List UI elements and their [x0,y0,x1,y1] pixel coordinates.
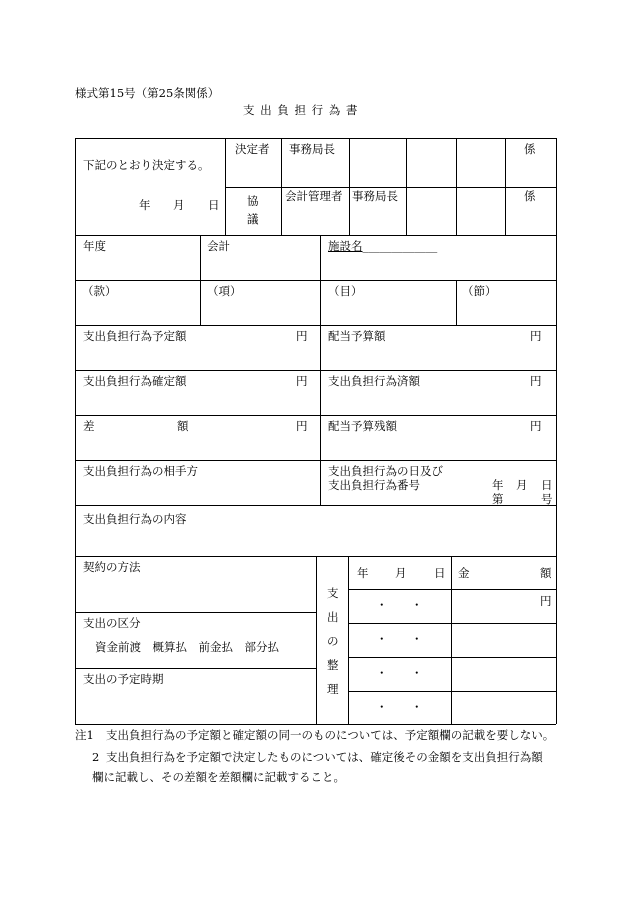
consult-accounting-manager: 会計管理者 [285,189,343,203]
decider-label: 決定者 [235,142,270,156]
committed-amount-yen: 円 [530,374,542,388]
facility-name-label: 施設名_____________ [328,239,438,253]
side-label-4: 整 [327,658,339,672]
form-number: 様式第15号（第25条関係） [75,86,220,100]
commit-date-month: 月 [516,478,528,492]
consult-staff: 係 [524,189,536,203]
commit-date-year: 年 [492,478,504,492]
side-label-2: 出 [327,610,339,624]
planned-amount-label: 支出負担行為予定額 [83,329,187,343]
commit-number-suffix: 号 [541,492,553,506]
allocated-budget-label: 配当予算額 [328,329,386,343]
consult-label-1: 協 [247,194,259,208]
commit-date-day: 日 [541,478,553,492]
committed-amount-label: 支出負担行為済額 [328,374,420,388]
payment-category-options: 資金前渡 概算払 前金払 部分払 [95,640,279,654]
remaining-budget-yen: 円 [530,419,542,433]
note-1: 支出負担行為の予定額と確定額の同一のものについては、予定額欄の記載を要しない。 [106,728,555,742]
date-dot: ・ [411,632,423,646]
difference-label-1: 差 [83,419,95,433]
col-year: 年 [357,566,369,580]
date-dot: ・ [376,666,388,680]
date-dot: ・ [411,598,423,612]
decider-staff: 係 [524,142,536,156]
decision-date-year: 年 [139,198,151,212]
decider-secretary-general: 事務局長 [289,142,335,156]
note-2-line-1: 支出負担行為を予定額で決定したものについては、確定後その金額を支出負担行為額 [106,750,543,764]
date-dot: ・ [411,666,423,680]
kou-label: （項） [207,284,242,298]
commit-number-prefix: 第 [492,492,504,506]
decision-statement: 下記のとおり決定する。 [83,158,210,172]
fiscal-year-label: 年度 [83,239,106,253]
col-day: 日 [434,566,446,580]
payment-category-label: 支出の区分 [83,616,141,630]
consult-secretary-general: 事務局長 [352,189,398,203]
remaining-budget-label: 配当予算残額 [328,419,397,433]
note-1-marker: 注1 [75,728,94,742]
kan-label: （款） [82,284,117,298]
contract-method-label: 契約の方法 [83,560,141,574]
form-title: 支 出 負 担 行 為 書 [243,103,359,117]
date-dot: ・ [411,700,423,714]
note-2-marker: 2 [92,750,100,764]
content-label: 支出負担行為の内容 [83,512,187,526]
date-and-number-label-1: 支出負担行為の日及び [328,464,443,478]
col-amount-2: 額 [540,566,552,580]
date-dot: ・ [376,700,388,714]
settlement-yen: 円 [540,594,552,608]
decision-date-day: 日 [208,198,220,212]
planned-period-label: 支出の予定時期 [83,672,164,686]
confirmed-amount-label: 支出負担行為確定額 [83,374,187,388]
date-and-number-label-2: 支出負担行為番号 [328,478,420,492]
difference-yen: 円 [296,419,308,433]
allocated-budget-yen: 円 [530,329,542,343]
setsu-label: （節） [462,284,497,298]
date-dot: ・ [376,598,388,612]
col-month: 月 [395,566,407,580]
counterparty-label: 支出負担行為の相手方 [83,464,198,478]
side-label-1: 支 [327,586,339,600]
planned-amount-yen: 円 [296,329,308,343]
difference-label-2: 額 [177,419,189,433]
account-label: 会計 [207,239,230,253]
decision-date-month: 月 [173,198,185,212]
moku-label: （目） [328,284,363,298]
side-label-3: の [327,634,339,648]
side-label-5: 理 [327,682,339,696]
consult-label-2: 議 [247,212,259,226]
date-dot: ・ [376,632,388,646]
col-amount-1: 金 [458,566,470,580]
note-2-line-2: 欄に記載し、その差額を差額欄に記載すること。 [92,770,345,784]
confirmed-amount-yen: 円 [296,374,308,388]
